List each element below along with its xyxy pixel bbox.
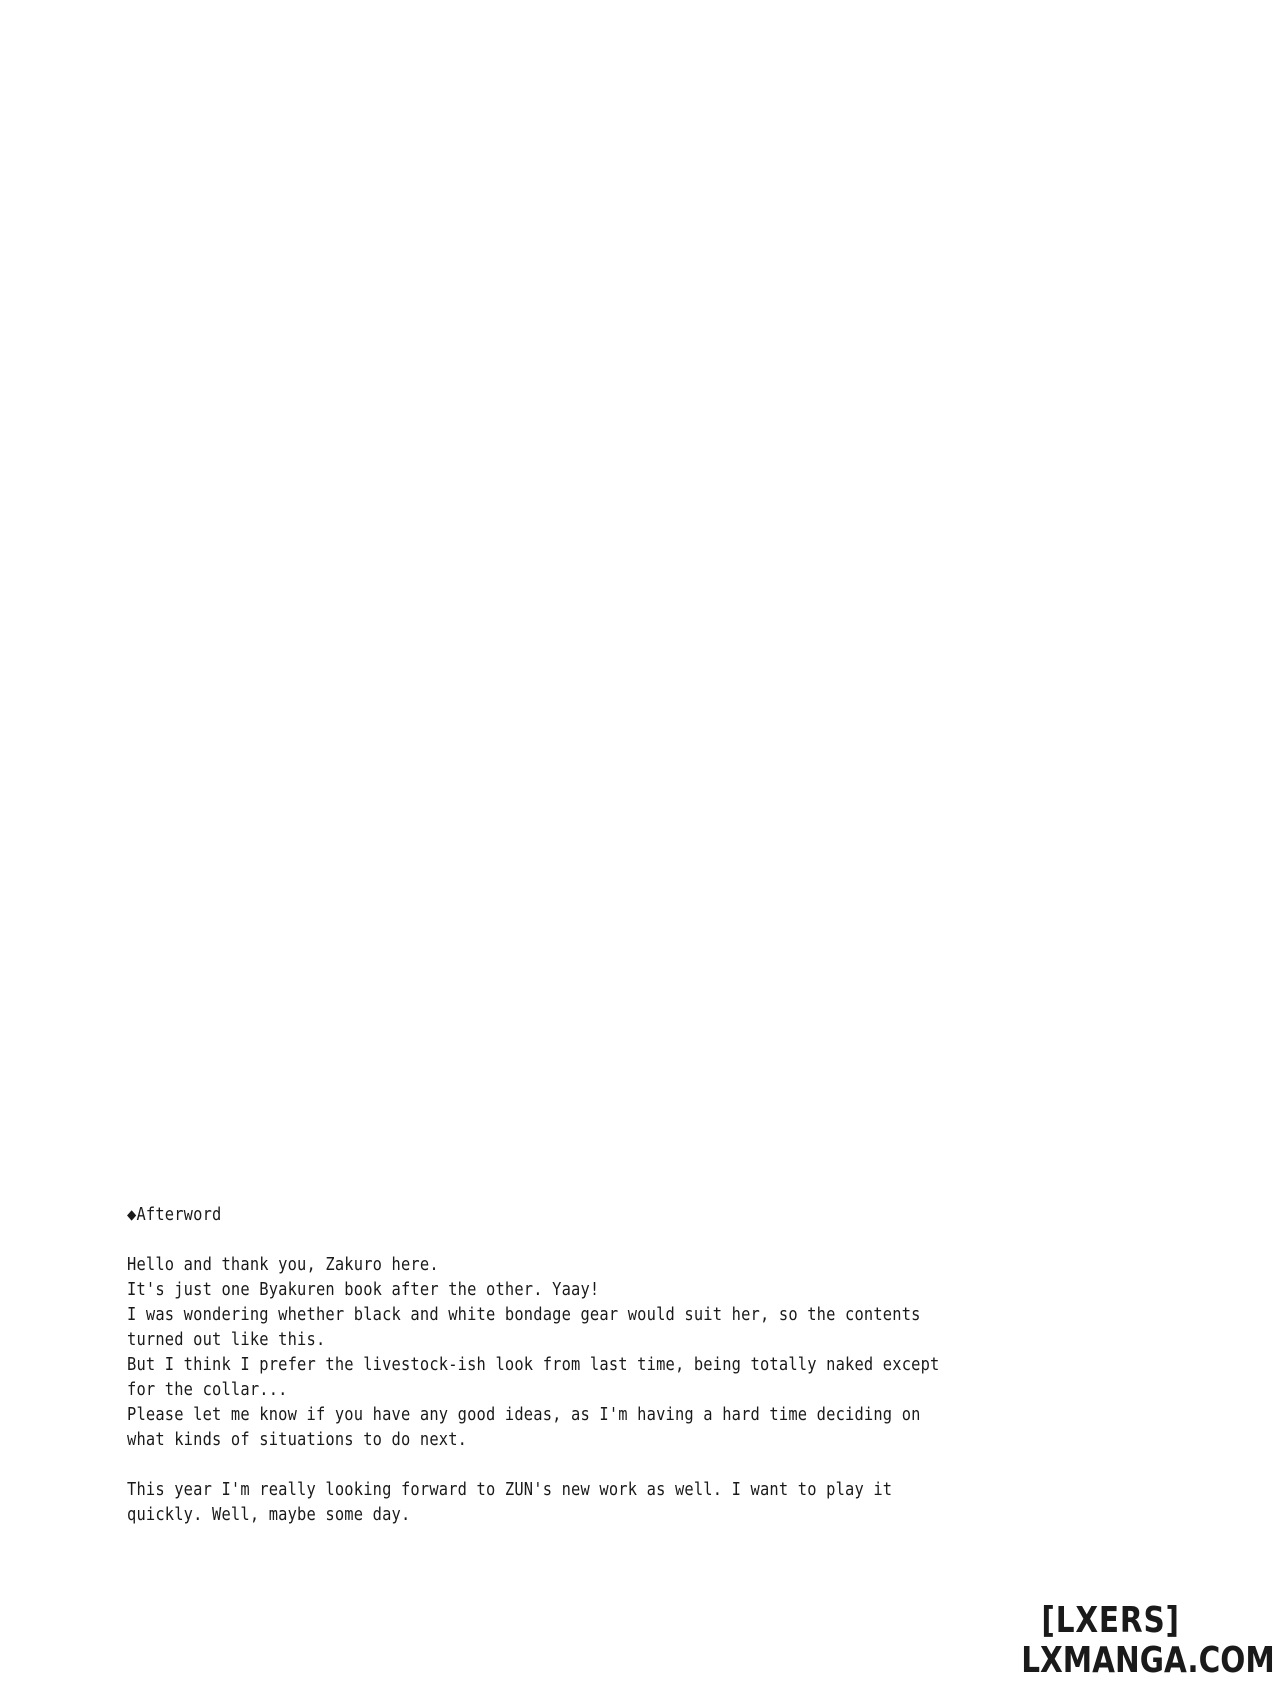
watermark-group-name: [LXERS] bbox=[1041, 1600, 1180, 1641]
text-line: I was wondering whether black and white bondage gear would suit her, so the contents turned out like this. bbox=[127, 1305, 921, 1350]
afterword-paragraph-1 bbox=[127, 1253, 945, 1453]
text-line: This year I'm really looking forward to ZUN's new work as well. I want to play it quickly. Well, maybe some day. bbox=[127, 1480, 893, 1525]
text-line: It's just one Byakuren book after the other. Yaay! bbox=[127, 1280, 600, 1300]
watermark-site-name: LXMANGA.COM bbox=[1021, 1640, 1275, 1681]
text-line: But I think I prefer the livestock-ish look from last time, being totally naked except for the collar... bbox=[127, 1355, 940, 1400]
afterword-paragraph-2 bbox=[127, 1478, 945, 1528]
afterword-heading: ◆Afterword bbox=[127, 1205, 222, 1225]
afterword-section bbox=[127, 1203, 945, 1553]
watermark bbox=[1021, 1600, 1275, 1691]
text-line: Please let me know if you have any good ideas, as I'm having a hard time deciding on what kinds of situations to do next. bbox=[127, 1405, 921, 1450]
text-line: Hello and thank you, Zakuro here. bbox=[127, 1255, 439, 1275]
